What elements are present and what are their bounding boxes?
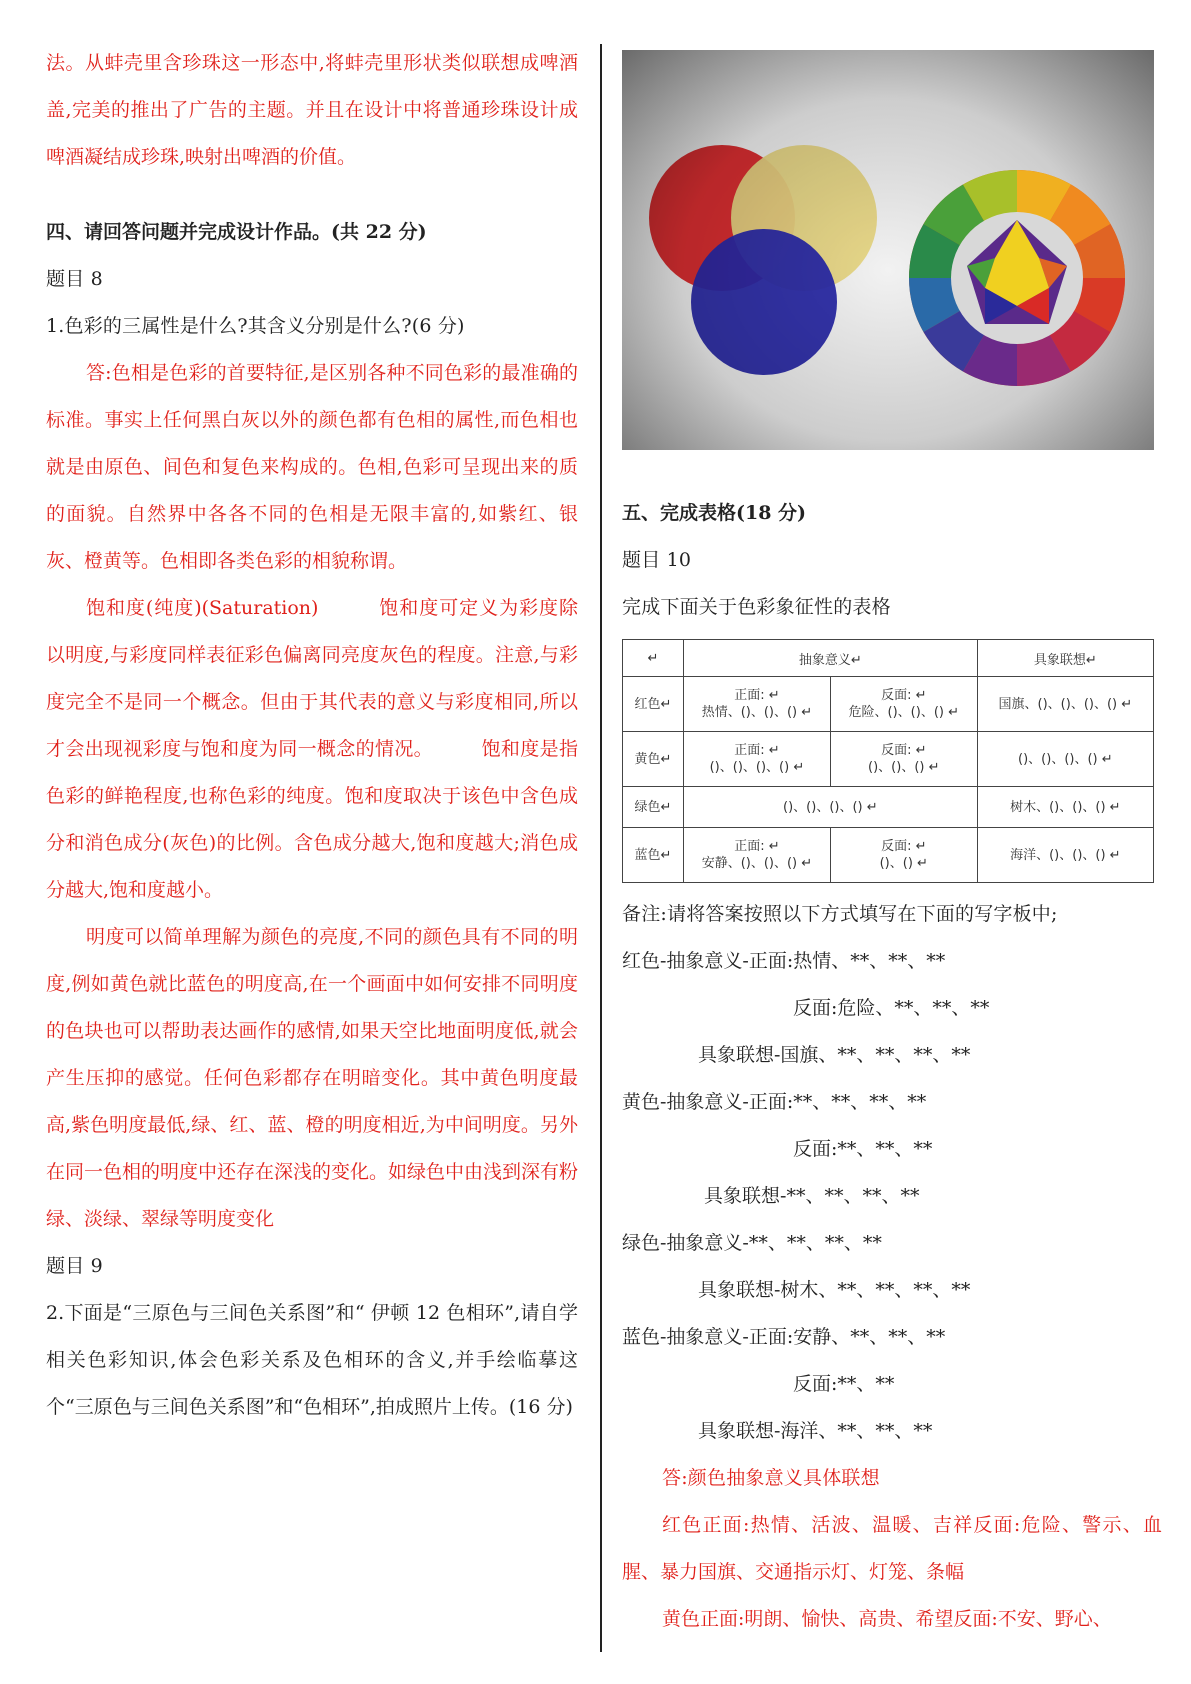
question-9-label: 题目 9 — [46, 1255, 103, 1277]
cell-positive[interactable]: 正面: ↵ 安静、()、()、() ↵ — [684, 828, 831, 883]
cell-concrete[interactable]: 海洋、()、()、() ↵ — [977, 828, 1153, 883]
template-line: 具象联想-树木、**、**、**、** — [622, 1279, 971, 1301]
row-color: 绿色↵ — [623, 787, 684, 828]
template-line: 具象联想-**、**、**、** — [622, 1185, 920, 1207]
cell-abstract[interactable]: ()、()、()、() ↵ — [684, 787, 978, 828]
intro-paragraph: 法。从蚌壳里含珍珠这一形态中,将蚌壳里形状类似联想成啤酒盖,完美的推出了广告的主题。并且在设计中将普通珍珠设计成啤酒凝结成珍珠,映射出啤酒的价值。 — [46, 52, 578, 168]
cell-negative[interactable]: 反面: ↵ 危险、()、()、() ↵ — [830, 677, 977, 732]
section-4-heading: 四、请回答问题并完成设计作品。(共 22 分) — [46, 221, 427, 243]
row-color: 黄色↵ — [623, 732, 684, 787]
answer-10-yellow: 黄色正面:明朗、愉快、高贵、希望反面:不安、野心、 — [662, 1608, 1112, 1630]
template-line: 绿色-抽象意义-**、**、**、** — [622, 1232, 882, 1254]
cell-concrete[interactable]: ()、()、()、() ↵ — [977, 732, 1153, 787]
color-wheel-illustration — [622, 50, 1154, 450]
question-10-text: 完成下面关于色彩象征性的表格 — [622, 596, 891, 618]
template-line: 蓝色-抽象意义-正面:安静、**、**、** — [622, 1326, 946, 1348]
template-line: 具象联想-国旗、**、**、**、** — [622, 1044, 971, 1066]
note-text: 备注:请将答案按照以下方式填写在下面的写字板中; — [622, 903, 1058, 925]
template-line: 黄色-抽象意义-正面:**、**、**、** — [622, 1091, 927, 1113]
table-row — [623, 677, 1154, 732]
answer-10-title: 答:颜色抽象意义具体联想 — [662, 1467, 880, 1489]
table-row — [623, 787, 1154, 828]
column-divider — [600, 44, 602, 1652]
answer-8-brightness: 明度可以简单理解为颜色的亮度,不同的颜色具有不同的明度,例如黄色就比蓝色的明度高,在一个画面中如何安排不同明度的色块也可以帮助表达画作的感情,如果天空比地面明度低,就会产生压抑的感觉。任何色彩都存在明暗变化。其中黄色明度最高,紫色明度最低,绿、红、蓝、橙的明度相近,为中间明度。另外在同一色相的明度中还存在深浅的变化。如绿色中由浅到深有粉绿、淡绿、翠绿等明度变化 — [46, 926, 579, 1230]
question-9-text: 2.下面是“三原色与三间色关系图”和“ 伊顿 12 色相环”,请自学相关色彩知识,体会色彩关系及色相环的含义,并手绘临摹这个“三原色与三间色关系图”和“色相环”,拍成照片上传。(16 分) — [46, 1302, 578, 1418]
template-line: 具象联想-海洋、**、**、** — [622, 1420, 933, 1442]
template-line: 红色-抽象意义-正面:热情、**、**、** — [622, 950, 946, 972]
cell-positive[interactable]: 正面: ↵ ()、()、()、() ↵ — [684, 732, 831, 787]
cell-concrete[interactable]: 国旗、()、()、()、() ↵ — [977, 677, 1153, 732]
right-column — [622, 40, 1162, 1643]
cell-concrete[interactable]: 树木、()、()、() ↵ — [977, 787, 1153, 828]
answer-template-lines — [622, 938, 1162, 1455]
answer-8-saturation: 饱和度(纯度)(Saturation) 饱和度可定义为彩度除以明度,与彩度同样表征彩色偏离同亮度灰色的程度。注意,与彩度完全不是同一个概念。但由于其代表的意义与彩度相同,所以才会出现视彩度与饱和度为同一概念的情况。 饱和度是指色彩的鲜艳程度,也称色彩的纯度。饱和度取决于该色中含色成分和消色成分(灰色)的比例。含色成分越大,饱和度越大;消色成分越大,饱和度越小。 — [46, 597, 578, 901]
cell-positive[interactable]: 正面: ↵ 热情、()、()、() ↵ — [684, 677, 831, 732]
table-corner: ↵ — [623, 640, 684, 677]
table-row — [623, 732, 1154, 787]
question-10-label: 题目 10 — [622, 549, 692, 571]
question-8-text: 1.色彩的三属性是什么?其含义分别是什么?(6 分) — [46, 315, 465, 337]
answer-10-red: 红色正面:热情、活波、温暖、吉祥反面:危险、警示、血腥、暴力国旗、交通指示灯、灯笼、条幅 — [622, 1514, 1162, 1583]
cell-negative[interactable]: 反面: ↵ ()、() ↵ — [830, 828, 977, 883]
header-concrete-association: 具象联想↵ — [977, 640, 1153, 677]
header-abstract-meaning: 抽象意义↵ — [684, 640, 978, 677]
template-line: 反面:**、**、** — [622, 1138, 933, 1160]
row-color: 红色↵ — [623, 677, 684, 732]
color-wheel-photo — [622, 50, 1154, 450]
section-5-heading: 五、完成表格(18 分) — [622, 502, 807, 524]
answer-8-hue: 答:色相是色彩的首要特征,是区别各种不同色彩的最准确的标准。事实上任何黑白灰以外的颜色都有色相的属性,而色相也就是由原色、间色和复色来构成的。色相,色彩可呈现出来的质的面貌。自然界中各各不同的色相是无限丰富的,如紫红、银灰、橙黄等。色相即各类色彩的相貌称谓。 — [46, 362, 578, 572]
cell-negative[interactable]: 反面: ↵ ()、()、() ↵ — [830, 732, 977, 787]
template-line: 反面:危险、**、**、** — [622, 997, 990, 1019]
table-row — [623, 828, 1154, 883]
color-symbolism-table — [622, 639, 1154, 883]
question-8-label: 题目 8 — [46, 268, 103, 290]
left-column — [46, 40, 578, 1431]
template-line: 反面:**、** — [622, 1373, 895, 1395]
row-color: 蓝色↵ — [623, 828, 684, 883]
